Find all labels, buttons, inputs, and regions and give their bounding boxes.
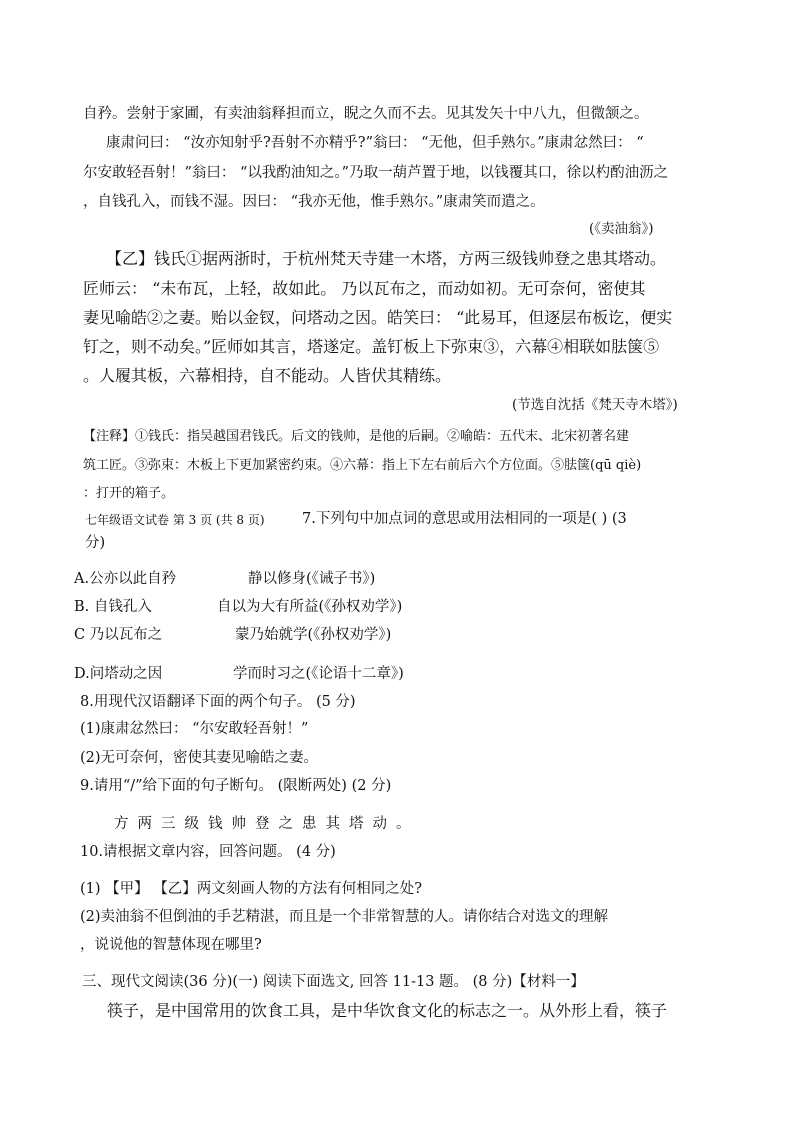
question-9-sentence: 方两三级钱帅登之患其塔动。 — [114, 816, 420, 832]
option-a-left: A.公亦以此自矜 — [74, 571, 177, 587]
annotation-line: 【注释】①钱氏：指吴越国君钱氏。后文的钱帅，是他的后嗣。②喻皓：五代末、北宋初著名建 — [83, 429, 630, 444]
question-10-item: (1) 【甲】 【乙】两文刻画人物的方法有何相同之处? — [80, 881, 423, 897]
passage-b-source: (节选自沈括《梵天寺木塔》) — [512, 397, 678, 413]
question-9-stem: 9.请用“/”给下面的句子断句。 (限断两处) (2 分) — [80, 778, 392, 794]
annotation-line: 筑工匠。③弥束：木板上下更加紧密约束。④六幕：指上下左右前后六个方位面。⑤胠箧(qū qiè) — [83, 458, 642, 473]
passage-a-line: ，自钱孔入，而钱不湿。因曰： “我亦无他，惟手熟尔。”康肃笑而遣之。 — [83, 194, 545, 210]
passage-b-line: 【乙】钱氏①据两浙时，于杭州梵天寺建一木塔，方两三级钱帅登之患其塔动。 — [106, 249, 667, 268]
passage-a-source: (《卖油翁》) — [589, 221, 654, 237]
passage-a-line: 尔安敢轻吾射！”翁曰： “以我酌油知之。”乃取一葫芦置于地，以钱覆其口，徐以杓酌油沥之 — [83, 165, 669, 181]
passage-b-line: 妻见喻皓②之妻。贻以金钗，问塔动之因。皓笑曰： “此易耳，但逐层布板讫，便实 — [83, 308, 673, 327]
question-10-item: ，说说他的智慧体现在哪里? — [80, 937, 262, 953]
option-a-right: 静以修身(《诫子书》) — [248, 571, 376, 587]
option-c-right: 蒙乃始就学(《孙权劝学》) — [235, 627, 392, 643]
section-3-first-line: 筷子，是中国常用的饮食工具，是中华饮食文化的标志之一。从外形上看，筷子 — [107, 1001, 668, 1020]
option-c-left: C 乃以瓦布之 — [74, 627, 163, 643]
question-8-item: (1)康肃忿然曰： “尔安敢轻吾射！” — [80, 721, 309, 737]
passage-b-line: 钉之，则不动矣。”匠师如其言，塔遂定。盖钉板上下弥束③，六幕④相联如胠箧⑤ — [83, 337, 660, 356]
question-8-item: (2)无可奈何，密使其妻见喻皓之妻。 — [80, 750, 319, 766]
option-b-left: B. 自钱孔入 — [74, 599, 152, 615]
passage-b-line: 。人履其板，六幕相持，自不能动。人皆伏其精练。 — [83, 366, 452, 385]
passage-a-line: 自矜。尝射于家圃，有卖油翁释担而立，睨之久而不去。见其发矢十中八九，但微颔之。 — [83, 106, 649, 122]
section-3-heading: 三、现代文阅读(36 分)(一) 阅读下面选文, 回答 11-13 题。 (8 分)【材料一】 — [82, 974, 585, 990]
option-d-left: D.问塔动之因 — [74, 666, 163, 682]
option-b-right: 自以为大有所益(《孙权劝学》) — [217, 599, 403, 615]
option-d-right: 学而时习之(《论语十二章》) — [233, 666, 404, 682]
annotation-line: ：打开的箱子。 — [83, 486, 175, 501]
passage-a-line: 康肃问曰： “汝亦知射乎?吾射不亦精乎?”翁曰： “无他，但手熟尔。”康肃忿然曰： “ — [106, 135, 644, 151]
question-8-stem: 8.用现代汉语翻译下面的两个句子。 (5 分) — [80, 694, 356, 710]
page-footer: 七年级语文试卷 第 3 页 (共 8 页) — [85, 513, 265, 527]
question-10-stem: 10.请根据文章内容，回答问题。 (4 分) — [80, 844, 336, 860]
question-10-item: (2)卖油翁不但倒油的手艺精湛，而且是一个非常智慧的人。请你结合对选文的理解 — [80, 909, 609, 925]
passage-b-line: 匠师云： “未布瓦，上轻，故如此。 乃以瓦布之，而动如初。无可奈何，密使其 — [83, 279, 646, 298]
question-7-stem: 7.下列句中加点词的意思或用法相同的一项是( ) (3 — [302, 511, 627, 527]
question-7-stem-continued: 分) — [85, 535, 106, 551]
